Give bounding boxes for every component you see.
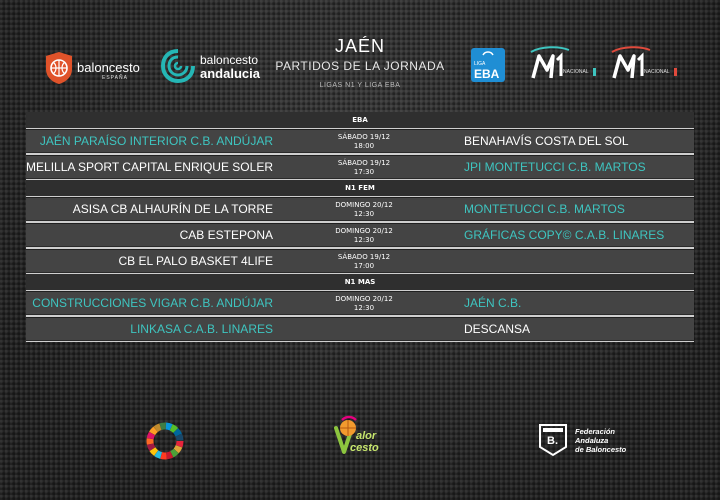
match-date — [312, 133, 416, 151]
home-team: CONSTRUCCIONES VIGAR C.B. ANDÚJAR — [32, 296, 273, 310]
away-team: GRÁFICAS COPY© C.A.B. LINARES — [464, 228, 665, 242]
match-day: DOMINGO 20/12 — [335, 227, 393, 235]
n1-red-mark-icon — [608, 46, 652, 82]
match-time: 17:00 — [353, 262, 375, 270]
match-time: 12:30 — [353, 210, 375, 218]
table-row — [26, 196, 694, 222]
logo-nacional-1-teal — [527, 46, 602, 86]
match-time: 12:30 — [353, 304, 375, 312]
match-day: SÁBADO 19/12 — [337, 159, 391, 167]
away-team: JPI MONTETUCCI C.B. MARTOS — [464, 160, 646, 174]
logo-nacional-1-red — [608, 46, 683, 86]
home-team: LINKASA C.A.B. LINARES — [130, 322, 273, 336]
page-subtitle-small: LIGAS N1 Y LIGA EBA — [319, 82, 401, 89]
logo-eba-text: EBA — [474, 67, 500, 81]
section-header-n1-fem: N1 FEM — [26, 180, 694, 196]
home-team: CB EL PALO BASKET 4LIFE — [118, 254, 273, 268]
sdg-wheel-logo — [144, 420, 186, 462]
logo-n1f-small: NACIONAL — [644, 69, 670, 75]
page-title: JAÉN — [334, 36, 385, 56]
table-row — [26, 128, 694, 154]
match-time: 18:00 — [353, 142, 375, 150]
logo-and-bottom: andalucia — [200, 66, 260, 81]
logo-baloncesto-espana — [44, 51, 154, 87]
n1-teal-bar — [593, 68, 596, 76]
valor-cesto-logo — [326, 414, 396, 464]
table-row — [26, 154, 694, 180]
match-date — [312, 295, 416, 313]
logo-and-top: baloncesto — [200, 53, 259, 67]
fab-mark: B. — [547, 435, 558, 447]
logo-baloncesto-andalucia — [160, 46, 270, 86]
away-team: MONTETUCCI C.B. MARTOS — [464, 202, 625, 216]
match-date — [312, 159, 416, 177]
match-day: DOMINGO 20/12 — [335, 295, 393, 303]
away-team: JAÉN C.B. — [464, 296, 522, 310]
valor-text-1: alor — [356, 430, 377, 442]
match-day: SÁBADO 19/12 — [337, 133, 391, 141]
fab-logo — [538, 423, 658, 459]
table-row — [26, 316, 694, 342]
match-day: DOMINGO 20/12 — [335, 201, 393, 209]
match-time: 17:30 — [353, 168, 375, 176]
table-row — [26, 290, 694, 316]
fab-line-3: de Baloncesto — [575, 445, 627, 454]
page-subtitle: PARTIDOS DE LA JORNADA — [275, 59, 445, 73]
home-team: JAÉN PARAÍSO INTERIOR C.B. ANDÚJAR — [39, 134, 273, 148]
match-day: SÁBADO 19/12 — [337, 253, 391, 261]
match-date — [312, 201, 416, 219]
fab-line-2: Andaluza — [575, 436, 609, 445]
title-block — [270, 36, 450, 89]
away-team: BENAHAVÍS COSTA DEL SOL — [464, 134, 629, 148]
match-date — [312, 253, 416, 271]
home-team: CAB ESTEPONA — [179, 228, 273, 242]
table-row — [26, 222, 694, 248]
n1-teal-mark-icon — [527, 46, 571, 82]
valor-text-2: cesto — [350, 442, 379, 454]
fixtures-table — [26, 112, 694, 342]
table-row — [26, 248, 694, 274]
section-header-n1-mas: N1 MAS — [26, 274, 694, 290]
andalucia-swirl-icon — [160, 48, 196, 84]
basketball-shield-icon — [44, 51, 74, 85]
logo-bes-text: baloncesto — [77, 60, 140, 75]
n1-red-bar — [674, 68, 677, 76]
sdg-wheel-icon — [144, 420, 186, 462]
away-team: DESCANSA — [464, 322, 531, 336]
home-team: MELILLA SPORT CAPITAL ENRIQUE SOLER — [26, 160, 273, 174]
logo-n1-small: NACIONAL — [563, 69, 589, 75]
home-team: ASISA CB ALHAURÍN DE LA TORRE — [72, 202, 273, 216]
section-header-eba: EBA — [26, 112, 694, 128]
header-logo-row — [0, 34, 720, 104]
match-date — [312, 227, 416, 245]
logo-bes-sub: ESPAÑA — [102, 75, 128, 81]
fab-line-1: Federación — [575, 427, 616, 436]
match-time: 12:30 — [353, 236, 375, 244]
logo-liga-eba — [471, 48, 505, 82]
logo-eba-top: LIGA — [474, 61, 486, 67]
